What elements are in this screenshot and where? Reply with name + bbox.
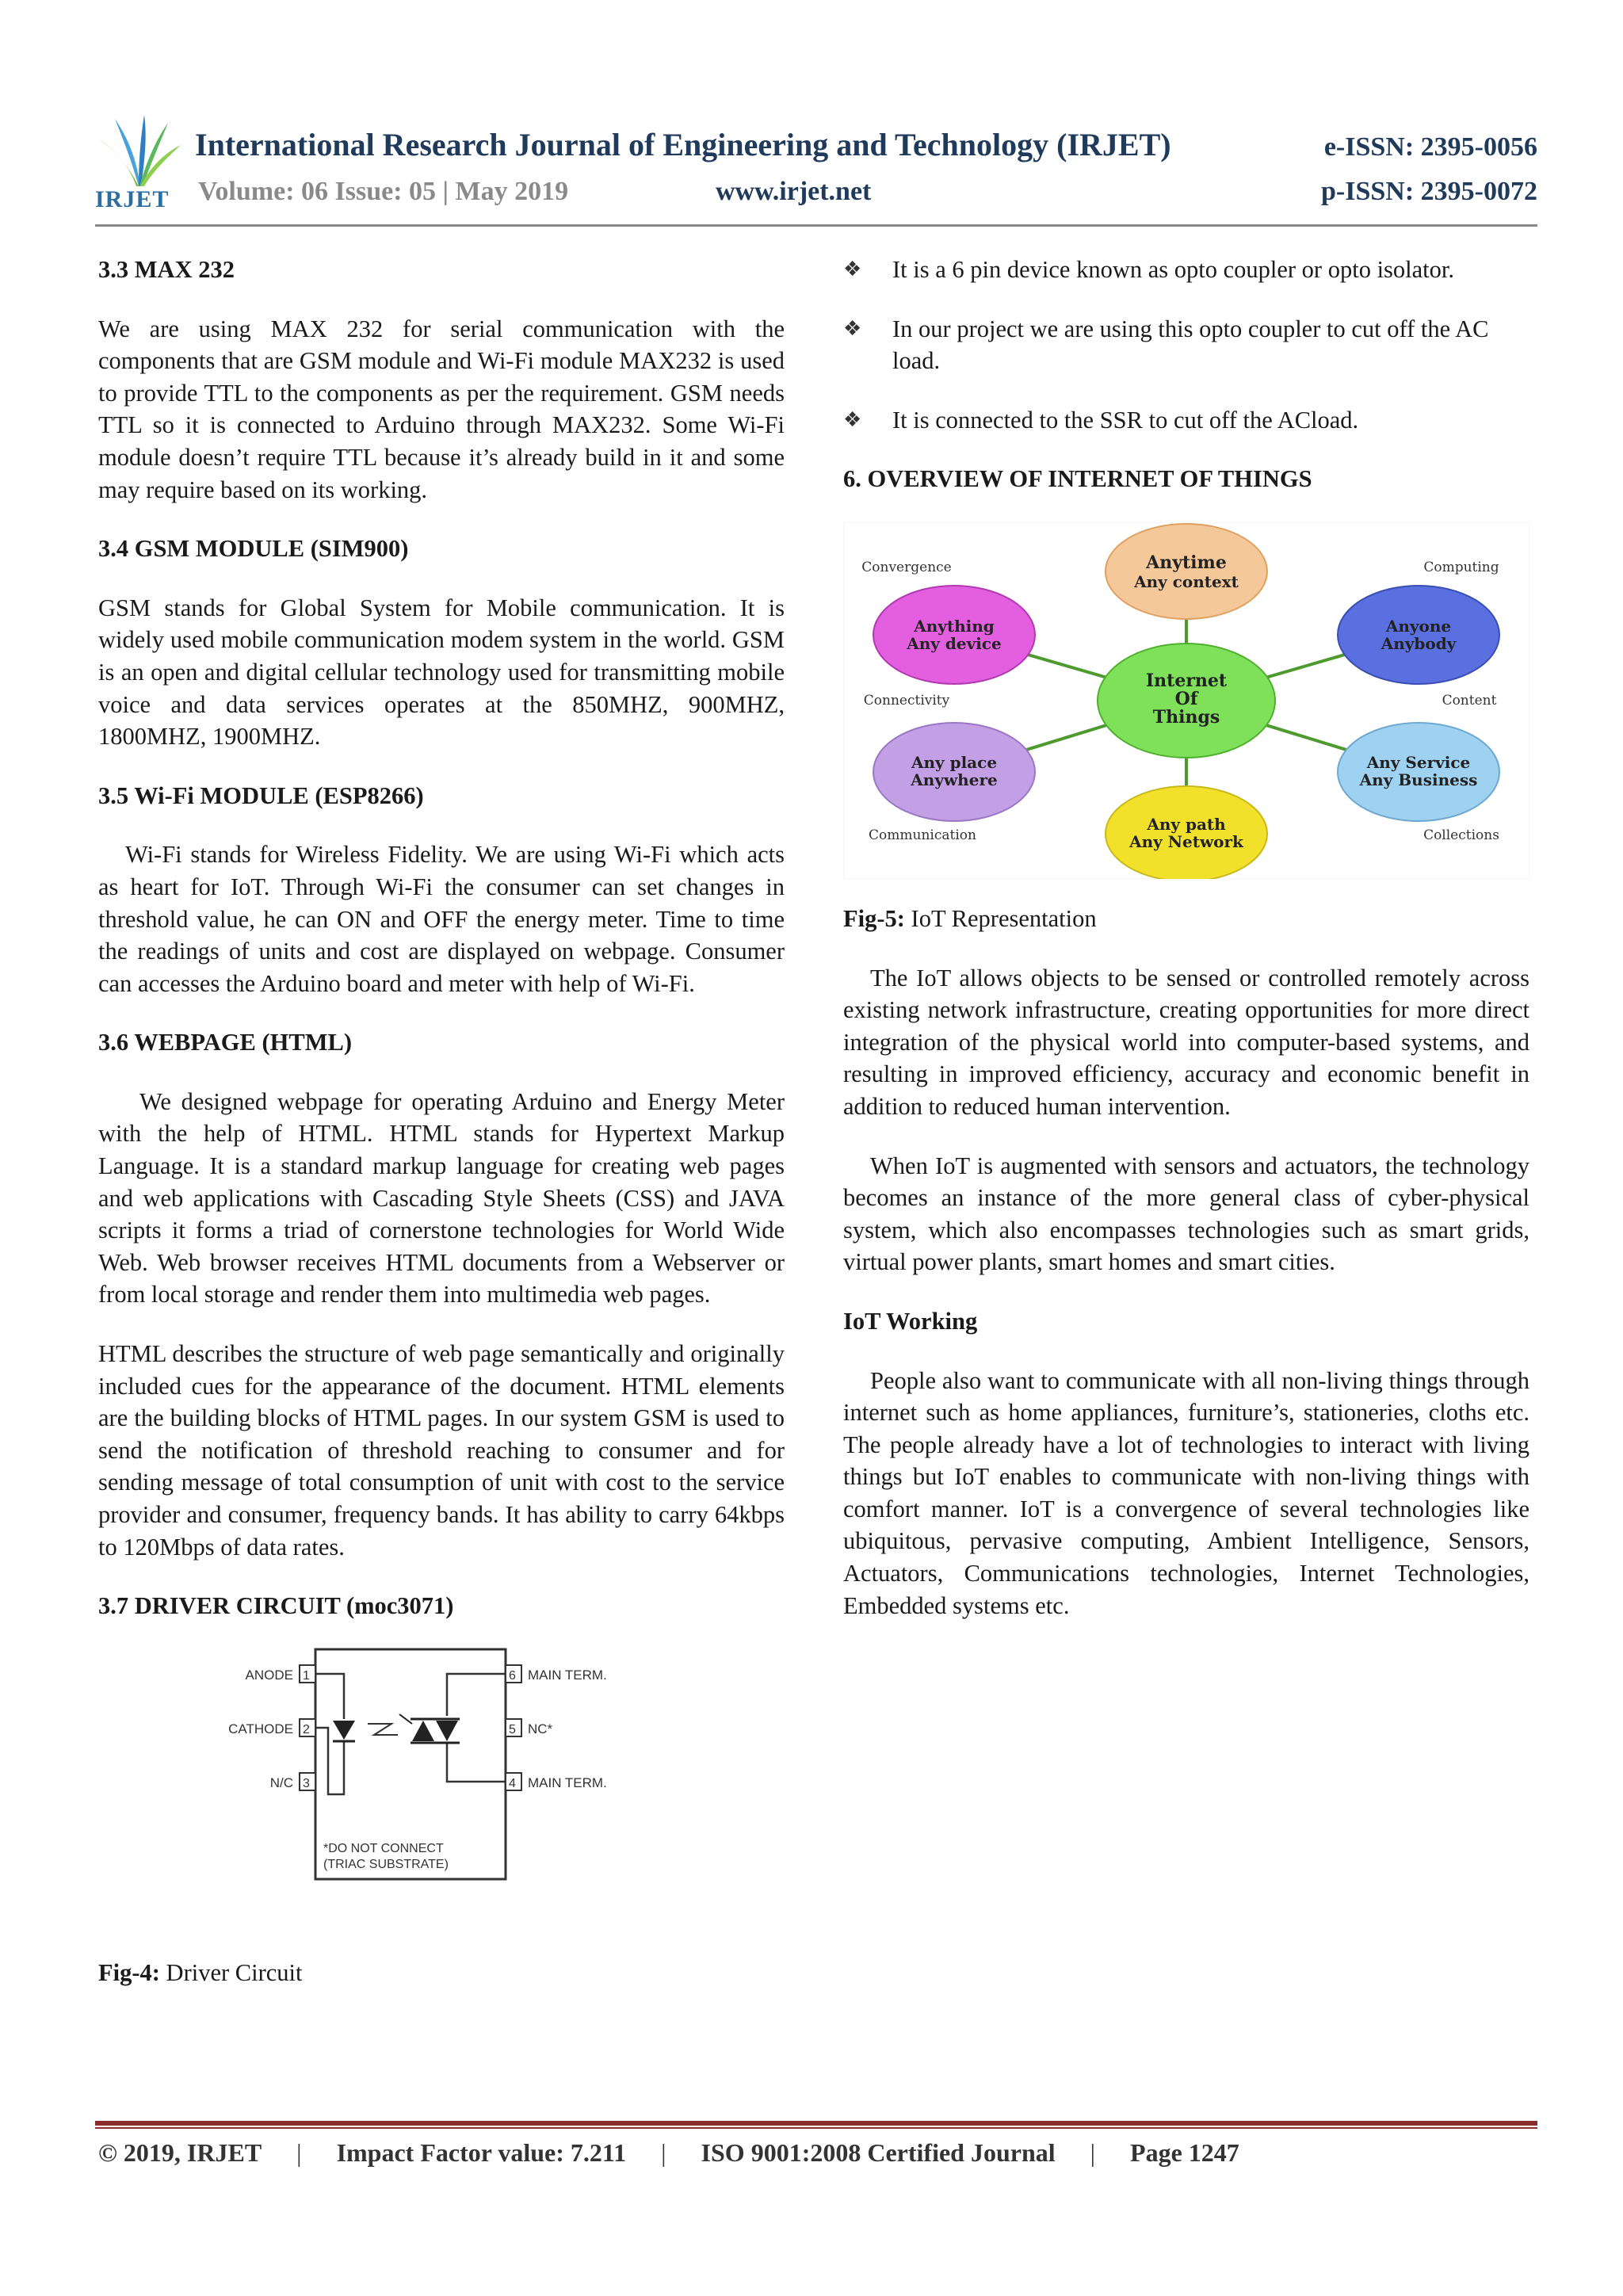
- fig-5-caption: [843, 903, 1529, 935]
- section-3-5-paragraph: Wi-Fi stands for Wireless Fidelity. We are using Wi-Fi which acts as heart for IoT. Through Wi-Fi the consumer can set changes in threshold value, he can ON and OFF the energy meter. Time to time the readings of units and cost are displayed on webpage. Consumer can accesses the Arduino board and meter with help of Wi-Fi.: [98, 841, 785, 997]
- pin-6-number: 6: [509, 1668, 516, 1683]
- anywhere-label: Anywhere: [911, 770, 998, 789]
- journal-title: International Research Journal of Engineering and Technology (IRJET): [195, 127, 1171, 162]
- convergence-label: Convergence: [861, 559, 952, 575]
- fig-4-caption: [98, 1957, 785, 1989]
- any-path-label: Any path: [1147, 814, 1226, 834]
- anytime-label: Anytime: [1146, 552, 1227, 573]
- page-header: [95, 115, 1537, 226]
- any-device-label: Any device: [907, 633, 1002, 653]
- pin-cathode-label: CATHODE: [228, 1721, 293, 1736]
- iot-center-line-3: Things: [1152, 706, 1220, 728]
- any-context-label: Any context: [1134, 571, 1239, 591]
- right-column: [843, 254, 1529, 1648]
- dnc-note: *DO NOT CONNECT: [323, 1841, 444, 1855]
- pin-2-number: 2: [303, 1722, 310, 1736]
- iot-working-paragraph: People also want to communicate with all non-living things through internet such as home appliances, furniture’s, stationeries, cloths etc. The people already have a lot of technologies to interact with living things but IoT enables to communicate with non-living things with comfort manner. IoT is a convergence of several technologies like ubiquitous, pervasive computing, Ambient Intelligence, Sensors, Actuators, Communications technologies, Internet Technologies, Embedded systems etc.: [843, 1366, 1529, 1619]
- pin-1-number: 1: [303, 1668, 310, 1683]
- footer-divider-thin: [95, 2127, 1537, 2129]
- fig-5-caption-text: IoT Representation: [904, 904, 1097, 932]
- diamond-bullet-icon: ❖: [843, 407, 862, 431]
- opto-coupler-bullets: [794, 254, 1529, 436]
- pin-anode-label: ANODE: [245, 1667, 293, 1683]
- bullet-item: [794, 404, 1529, 437]
- pin-3-number: 3: [303, 1776, 310, 1790]
- pin-main-term-6-label: MAIN TERM.: [528, 1667, 607, 1683]
- content-label: Content: [1442, 692, 1497, 709]
- section-3-4-paragraph: GSM stands for Global System for Mobile communication. It is widely used mobile communication modem system in the world. GSM is an open and digital cellular technology used for transmitting mobile voice and data services operates at the 850MHZ, 900MHZ, 1800MHZ, 1900MHZ.: [98, 594, 785, 751]
- anybody-label: Anybody: [1381, 633, 1457, 653]
- pin-5-number: 5: [509, 1722, 516, 1736]
- website-link[interactable]: www.irjet.net: [716, 177, 872, 206]
- any-business-label: Any Business: [1359, 770, 1478, 789]
- iot-representation-figure: [843, 522, 1529, 879]
- driver-circuit-figure: [98, 1648, 785, 1957]
- any-service-label: Any Service: [1366, 752, 1471, 772]
- iot-center-line-1: Internet: [1145, 670, 1228, 691]
- computing-label: Computing: [1423, 559, 1499, 575]
- footer-copyright: © 2019, IRJET: [98, 2138, 262, 2167]
- collections-label: Collections: [1423, 827, 1499, 843]
- bullet-text-1: It is a 6 pin device known as opto coupler or opto isolator.: [892, 256, 1454, 283]
- footer-separator: |: [661, 2138, 666, 2167]
- anything-label: Anything: [914, 616, 995, 636]
- fig-4-caption-text: Driver Circuit: [159, 1958, 303, 1986]
- page-footer: [98, 2138, 1239, 2168]
- pin-main-term-4-label: MAIN TERM.: [528, 1775, 607, 1790]
- section-6-title: 6. OVERVIEW OF INTERNET OF THINGS: [843, 465, 1312, 493]
- connectivity-label: Connectivity: [863, 692, 950, 709]
- pin-nc-label: N/C: [269, 1775, 293, 1790]
- bullet-item: [794, 254, 1529, 286]
- anyone-label: Anyone: [1385, 616, 1452, 636]
- header-divider: [95, 224, 1537, 227]
- footer-divider: [95, 2121, 1537, 2126]
- diamond-bullet-icon: ❖: [843, 316, 862, 340]
- fig-5-label: Fig-5:: [843, 904, 905, 932]
- any-place-label: Any place: [911, 752, 998, 772]
- fig-4-label: Fig-4:: [98, 1958, 160, 1986]
- bullet-text-2: In our project we are using this opto coupler to cut off the AC load.: [892, 315, 1489, 375]
- footer-iso: ISO 9001:2008 Certified Journal: [701, 2138, 1056, 2167]
- logo-text: IRJET: [95, 186, 170, 212]
- section-3-7-title: 3.7 DRIVER CIRCUIT (moc3071): [98, 1592, 454, 1620]
- left-column: [98, 254, 785, 2015]
- iot-center-line-2: Of: [1174, 688, 1198, 709]
- section-3-6-paragraph-2: HTML describes the structure of web page semantically and originally included cues for the appearance of the document. HTML elements are the building blocks of HTML pages. In our system GSM is used to send the notification of threshold reaching to consumer and for sending message of total consumption of unit with cost to the service provider and consumer, frequency bands. It has ability to carry 64kbps to 120Mbps of data rates.: [98, 1340, 785, 1561]
- footer-impact-factor: Impact Factor value: 7.211: [336, 2138, 627, 2167]
- iot-working-title: IoT Working: [843, 1307, 978, 1335]
- section-3-6-paragraph-1: We designed webpage for operating Arduino and Energy Meter with the help of HTML. HTML stands for Hypertext Markup Language. It is a standard markup language for creating web pages and web applications with Cascading Style Sheets (CSS) and JAVA scripts it forms a triad of cornerstone technologies for World Wide Web. Web browser receives HTML documents from a Webserver or from local storage and render them into multimedia web pages.: [98, 1087, 785, 1308]
- diamond-bullet-icon: ❖: [843, 258, 862, 281]
- iot-paragraph-2: When IoT is augmented with sensors and actuators, the technology becomes an instance of the more general class of cyber-physical system, which also encompasses technologies such as smart grids, virtual power plants, smart homes and smart cities.: [843, 1152, 1529, 1276]
- iot-paragraph-1: The IoT allows objects to be sensed or controlled remotely across existing network infrastructure, creating opportunities for more direct integration of the physical world into computer-based systems, and resulting in improved efficiency, accuracy and economic benefit in addition to reduced human intervention.: [843, 964, 1529, 1120]
- section-3-3-paragraph: We are using MAX 232 for serial communication with the components that are GSM module and Wi-Fi module MAX232 is used to provide TTL to the components as per the requirement. GSM needs TTL so it is connected to Arduino through MAX232. Some Wi-Fi module doesn’t require TTL because it’s already build in it and some may require based on its working.: [98, 315, 785, 503]
- pin-4-number: 4: [509, 1776, 516, 1790]
- pin-nc-star-label: NC*: [528, 1721, 553, 1736]
- footer-separator: |: [296, 2138, 302, 2167]
- section-3-3-title: 3.3 MAX 232: [98, 256, 235, 283]
- section-3-6-title: 3.6 WEBPAGE (HTML): [98, 1029, 352, 1056]
- any-network-label: Any Network: [1129, 831, 1243, 851]
- pissn: p-ISSN: 2395-0072: [1321, 177, 1537, 206]
- bullet-item: [794, 313, 1529, 377]
- section-3-5-title: 3.5 Wi-Fi MODULE (ESP8266): [98, 781, 424, 809]
- triac-substrate-note: (TRIAC SUBSTRATE): [323, 1857, 449, 1871]
- bullet-text-3: It is connected to the SSR to cut off the ACload.: [892, 406, 1359, 434]
- volume-issue: Volume: 06 Issue: 05 | May 2019: [198, 177, 569, 206]
- eissn: e-ISSN: 2395-0056: [1323, 132, 1537, 162]
- irjet-logo-icon: [95, 115, 182, 218]
- footer-page-number: Page 1247: [1130, 2138, 1239, 2167]
- section-3-4-title: 3.4 GSM MODULE (SIM900): [98, 535, 409, 563]
- communication-label: Communication: [869, 827, 976, 843]
- footer-separator: |: [1090, 2138, 1096, 2167]
